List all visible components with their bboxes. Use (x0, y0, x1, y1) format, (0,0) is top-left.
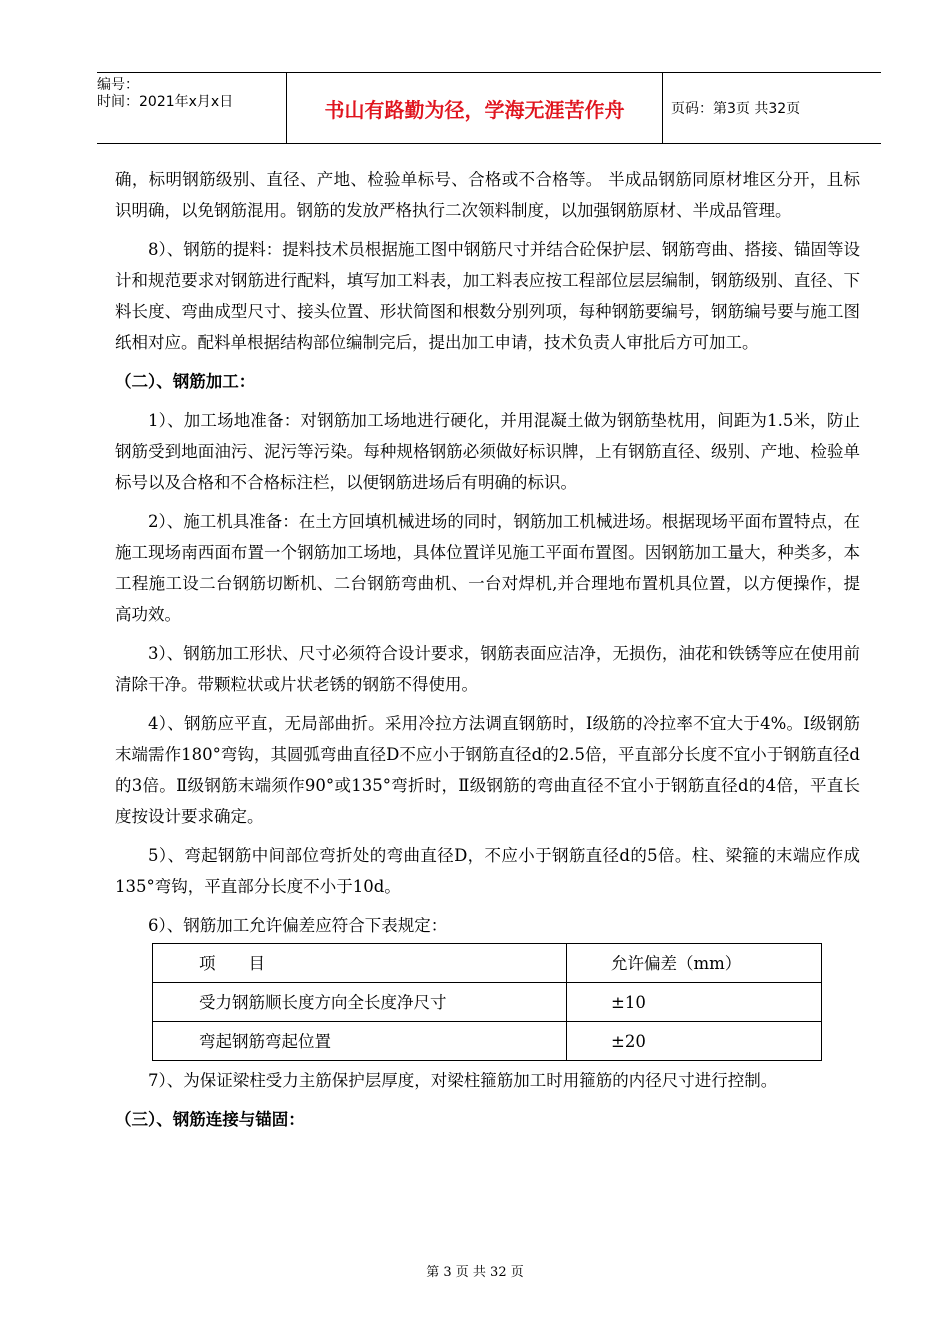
paragraph: 6）、钢筋加工允许偏差应符合下表规定： (148, 916, 448, 935)
table-row (153, 983, 822, 1022)
header-page-label: 页码：第3页 共32页 (671, 101, 801, 117)
table-cell: 受力钢筋顺长度方向全长度净尺寸 (153, 983, 567, 1022)
header-info-cell (97, 73, 287, 143)
header-code-label: 编号： (97, 77, 139, 93)
paragraph: 8）、钢筋的提料：提料技术员根据施工图中钢筋尺寸并结合砼保护层、钢筋弯曲、搭接、锚固等设计和规范要求对钢筋进行配料，填写加工料表，加工料表应按工程部位层层编制，钢筋级别、直径、下料长度、弯曲成型尺寸、接头位置、形状简图和根数分别列项，每种钢筋要编号，钢筋编号要与施工图纸相对应。配料单根据结构部位编制完后，提出加工申请，技术负责人审批后方可加工。 (115, 240, 860, 352)
document-body (115, 164, 860, 1143)
section-heading: （二）、钢筋加工： (115, 372, 256, 391)
table-cell: 弯起钢筋弯起位置 (153, 1022, 567, 1061)
table-header-cell: 允许偏差（mm） (567, 944, 822, 983)
page-header (97, 72, 881, 144)
section-heading: （三）、钢筋连接与锚固： (115, 1110, 305, 1129)
table-row (153, 1022, 822, 1061)
table-cell: ±20 (567, 1022, 822, 1061)
header-time-label: 时间：2021年x月x日 (97, 94, 234, 110)
paragraph: 4）、钢筋应平直，无局部曲折。采用冷拉方法调直钢筋时，Ⅰ级筋的冷拉率不宜大于4%。Ⅰ级钢筋末端需作180°弯钩，其圆弧弯曲直径D不应小于钢筋直径d的2.5倍，平直部分长度不宜小于钢筋直径d的3倍。Ⅱ级钢筋末端须作90°或135°弯折时，Ⅱ级钢筋的弯曲直径不宜小于钢筋直径d的4倍，平直长度按设计要求确定。 (115, 714, 860, 826)
paragraph: 7）、为保证梁柱受力主筋保护层厚度，对梁柱箍筋加工时用箍筋的内径尺寸进行控制。 (148, 1071, 778, 1090)
header-motto: 书山有路勤为径，学海无涯苦作舟 (287, 73, 663, 143)
table-cell: ±10 (567, 983, 822, 1022)
table-header-row (153, 944, 822, 983)
page-footer: 第 3 页 共 32 页 (426, 1265, 524, 1280)
tolerance-table (152, 943, 822, 1061)
paragraph: 2）、施工机具准备：在土方回填机械进场的同时，钢筋加工机械进场。根据现场平面布置特点，在施工现场南西面布置一个钢筋加工场地，具体位置详见施工平面布置图。因钢筋加工量大，种类多，本工程施工设二台钢筋切断机、二台钢筋弯曲机、一台对焊机,并合理地布置机具位置，以方便操作，提高功效。 (115, 512, 860, 624)
paragraph: 5）、弯起钢筋中间部位弯折处的弯曲直径D，不应小于钢筋直径d的5倍。柱、梁箍的末端应作成135°弯钩，平直部分长度不小于10d。 (115, 846, 860, 896)
paragraph: 1）、加工场地准备：对钢筋加工场地进行硬化，并用混凝土做为钢筋垫枕用，间距为1.5米，防止钢筋受到地面油污、泥污等污染。每种规格钢筋必须做好标识牌，上有钢筋直径、级别、产地、检验单标号以及合格和不合格标注栏，以便钢筋进场后有明确的标识。 (115, 411, 860, 492)
paragraph: 3）、钢筋加工形状、尺寸必须符合设计要求，钢筋表面应洁净，无损伤，油花和铁锈等应在使用前清除干净。带颗粒状或片状老锈的钢筋不得使用。 (115, 644, 860, 694)
paragraph: 确，标明钢筋级别、直径、产地、检验单标号、合格或不合格等。 半成品钢筋同原材堆区分开，且标识明确，以免钢筋混用。钢筋的发放严格执行二次领料制度，以加强钢筋原材、半成品管理。 (115, 170, 860, 220)
table-header-cell: 项 目 (153, 944, 567, 983)
